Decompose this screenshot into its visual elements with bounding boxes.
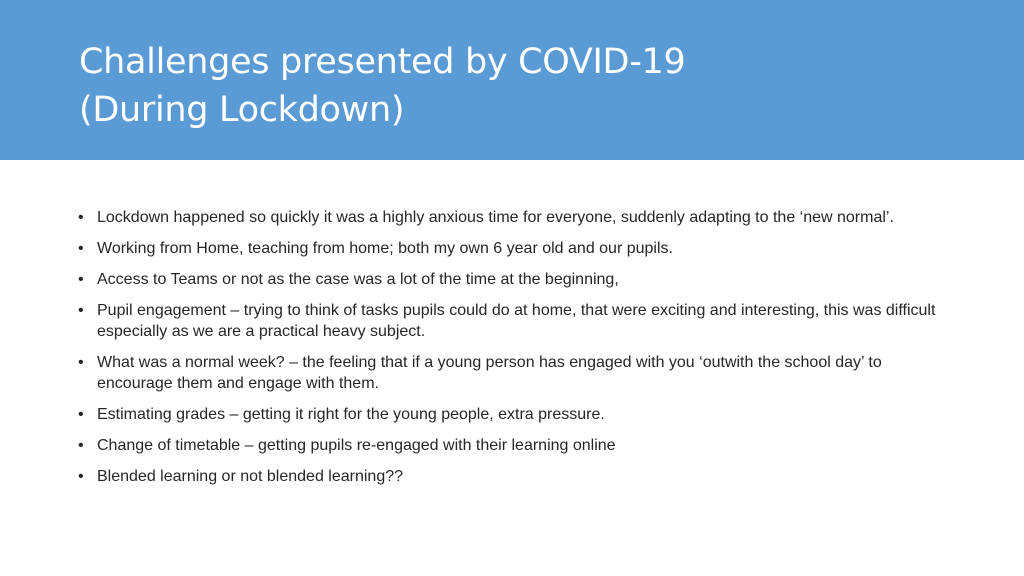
bullet-text: Change of timetable – getting pupils re-engaged with their learning online (97, 437, 616, 454)
slide-title-line-2: (During Lockdown) (79, 90, 405, 130)
bullet-text: Working from Home, teaching from home; both my own 6 year old and our pupils. (97, 240, 673, 257)
bullet-item (78, 352, 948, 394)
bullet-marker: • (78, 271, 84, 288)
bullet-marker: • (78, 437, 84, 454)
bullet-text: Estimating grades – getting it right for the young people, extra pressure. (97, 406, 605, 423)
bullet-item (78, 466, 948, 487)
bullet-marker: • (78, 406, 84, 423)
bullet-marker: • (78, 468, 84, 485)
bullet-item (78, 269, 948, 290)
bullet-marker: • (78, 354, 84, 371)
title-banner (0, 0, 1024, 160)
bullet-marker: • (78, 240, 84, 257)
bullet-item (78, 300, 948, 342)
bullet-text: What was a normal week? – the feeling that if a young person has engaged with you ‘outwith the school day’ to encourage them and engage with them. (97, 354, 882, 392)
bullet-item (78, 435, 948, 456)
bullet-marker: • (78, 302, 84, 319)
bullet-text: Blended learning or not blended learning?? (97, 468, 404, 485)
bullet-text: Access to Teams or not as the case was a lot of the time at the beginning, (97, 271, 619, 288)
bullet-item (78, 404, 948, 425)
bullet-text: Lockdown happened so quickly it was a highly anxious time for everyone, suddenly adapting to the ‘new normal’. (97, 209, 894, 226)
bullet-item (78, 238, 948, 259)
slide-title-line-1: Challenges presented by COVID-19 (79, 42, 686, 82)
bullet-marker: • (78, 209, 84, 226)
bullet-item (78, 207, 948, 228)
slide-title (79, 38, 979, 134)
bullet-list (78, 207, 948, 497)
bullet-text: Pupil engagement – trying to think of tasks pupils could do at home, that were exciting and interesting, this was difficult especially as we are a practical heavy subject. (97, 302, 936, 340)
